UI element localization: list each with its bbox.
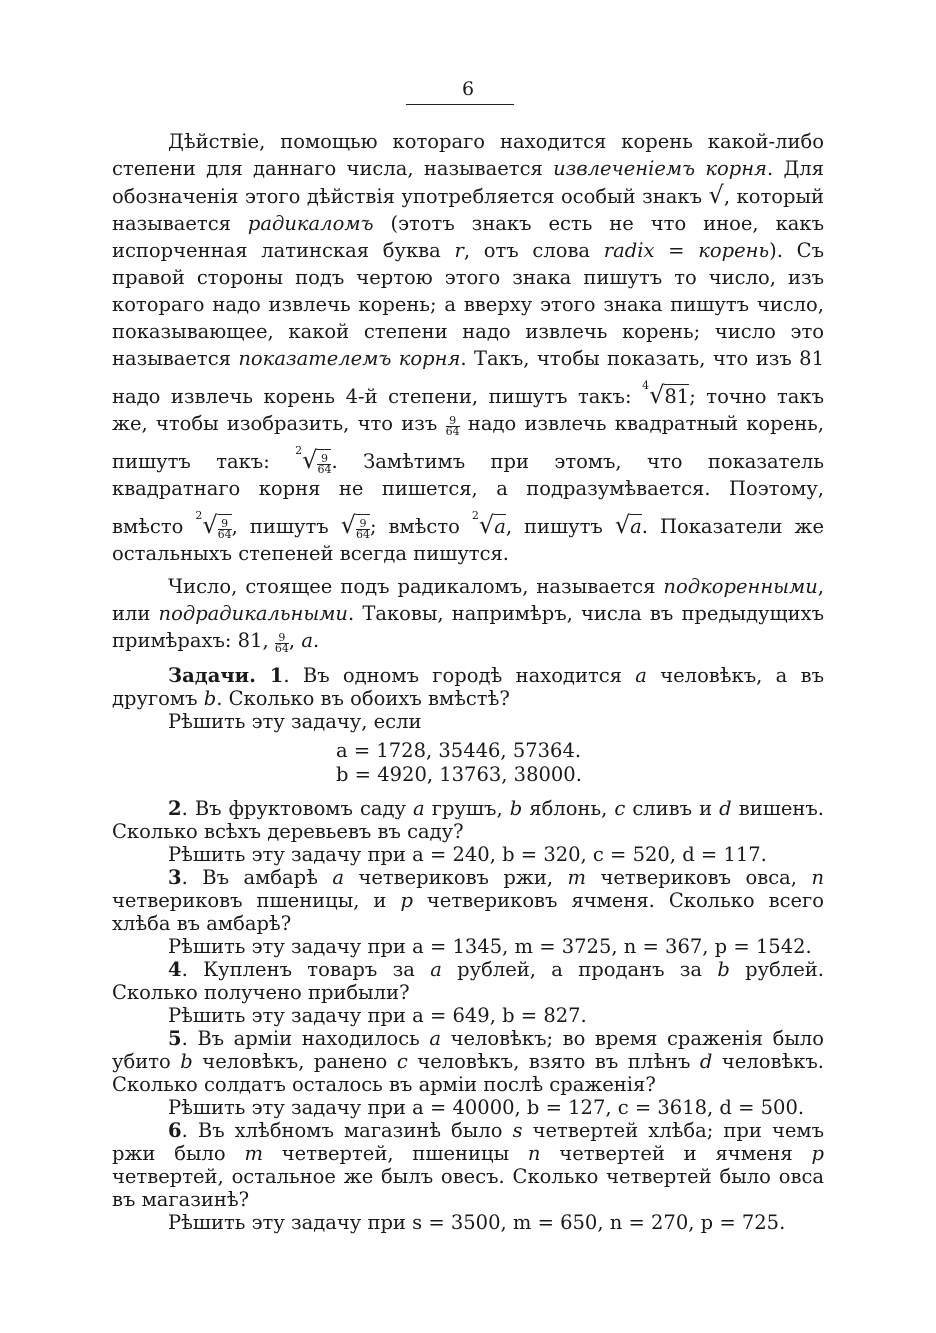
radical-expression: $^4$√81 bbox=[642, 379, 690, 409]
task-2-values: Рѣшить эту задачу при a = 240, b = 320, c = 520, d = 117. bbox=[168, 843, 767, 866]
task-6: 6. Въ хлѣбномъ магазинѣ было s четвертей хлѣба; при чемъ ржи было m четвертей, пшеницы n четвертей и ячменя p четвертей, остальное же былъ овесъ. Сколько четвертей было овса въ магазинѣ? bbox=[112, 1119, 825, 1211]
task-1: Задачи. 1. Въ одномъ городѣ находится a человѣкъ, а въ другомъ b. Сколько въ обоихъ вмѣстѣ? bbox=[112, 664, 824, 710]
radical-expression: √ $\frac{9}{64}$ bbox=[340, 511, 370, 541]
fraction: $\frac{9}{64}$ bbox=[445, 414, 460, 438]
fraction: $\frac{9}{64}$ bbox=[274, 631, 289, 655]
task-1-values-b: b = 4920, 13763, 38000. bbox=[336, 763, 582, 786]
task-3: 3. Въ амбарѣ a четвериковъ ржи, m четвериковъ овса, n четвериковъ пшеницы, и p четвериковъ ячменя. Сколько всего хлѣба въ амбарѣ? bbox=[112, 866, 824, 935]
radical-expression: $^2$√ $\frac{9}{64}$ bbox=[195, 509, 232, 541]
task-5-values: Рѣшить эту задачу при a = 40000, b = 127, c = 3618, d = 500. bbox=[168, 1096, 805, 1119]
radical-expression: √a bbox=[614, 511, 642, 539]
intro-paragraph: Дѣйствіе, помощью котораго находится корень какой-либо степени для даннаго числа, называется извлеченіемъ корня. Для обозначенія этого дѣйствія употребляется особый знакъ √, который называется радикаломъ (этотъ знакъ есть не что иное, какъ испорченная латинская буква r, отъ слова radix = корень). Съ правой стороны подъ чертою этого знака пишутъ то число, изъ котораго надо извлечь корень; а вверху этого знака пишутъ число, показывающее, какой степени надо извлечь корень; число это называется показателемъ корня. Такъ, чтобы показать, что изъ 81 надо извлечь корень 4-й степени, пишутъ такъ: $^4$√81; точно такъ же, чтобы изобразить, что изъ $\frac{9}{64}$ надо извлечь квадратный корень, пишутъ такъ: $^2$√ $\frac{9}{64}$ . Замѣтимъ при этомъ, что показатель квадратнаго корня не пишется, а подразумѣвается. Поэтому, вмѣсто $^2$√ $\frac{9}{64}$ , пишутъ √ $\frac{9}{64}$ ; вмѣсто $^2$√a, пишутъ √a. Показатели же остальныхъ степеней всегда пишутся. bbox=[112, 130, 825, 565]
radicand-paragraph: Число, стоящее подъ радикаломъ, называется подкоренными, или подрадикальными. Таковы, напримѣръ, числа въ предыдущихъ примѣрахъ: 81, $\frac{9}{64}$ , a. bbox=[112, 575, 824, 655]
task-2: 2. Въ фруктовомъ саду a грушъ, b яблонь, c сливъ и d вишенъ. Сколько всѣхъ деревьевъ въ саду? bbox=[112, 797, 824, 843]
task-4: 4. Купленъ товаръ за a рублей, а проданъ за b рублей. Сколько получено прибыли? bbox=[112, 958, 824, 1004]
fraction: $\frac{9}{64}$ bbox=[317, 452, 332, 476]
task-1-values-a: a = 1728, 35446, 57364. bbox=[336, 739, 582, 762]
page-number: 6 bbox=[461, 78, 475, 100]
task-5: 5. Въ арміи находилось a человѣкъ; во время сраженія было убито b человѣкъ, ранено c человѣкъ, взято въ плѣнъ d человѣкъ. Сколько солдатъ осталось въ арміи послѣ сраженія? bbox=[112, 1027, 824, 1096]
page-body bbox=[112, 128, 824, 1234]
fraction: $\frac{9}{64}$ bbox=[217, 517, 232, 541]
radical-expression: √ bbox=[708, 181, 724, 209]
task-3-values: Рѣшить эту задачу при a = 1345, m = 3725, n = 367, p = 1542. bbox=[168, 935, 812, 958]
header-rule bbox=[406, 104, 514, 105]
task-4-values: Рѣшить эту задачу при a = 649, b = 827. bbox=[168, 1004, 587, 1027]
fraction: $\frac{9}{64}$ bbox=[355, 517, 370, 541]
task-1-instruction: Рѣшить эту задачу, если bbox=[168, 710, 422, 733]
task-6-values: Рѣшить эту задачу при s = 3500, m = 650, n = 270, p = 725. bbox=[168, 1211, 786, 1234]
radical-expression: $^2$√ $\frac{9}{64}$ bbox=[295, 444, 332, 476]
radical-expression: $^2$√a bbox=[471, 509, 506, 539]
